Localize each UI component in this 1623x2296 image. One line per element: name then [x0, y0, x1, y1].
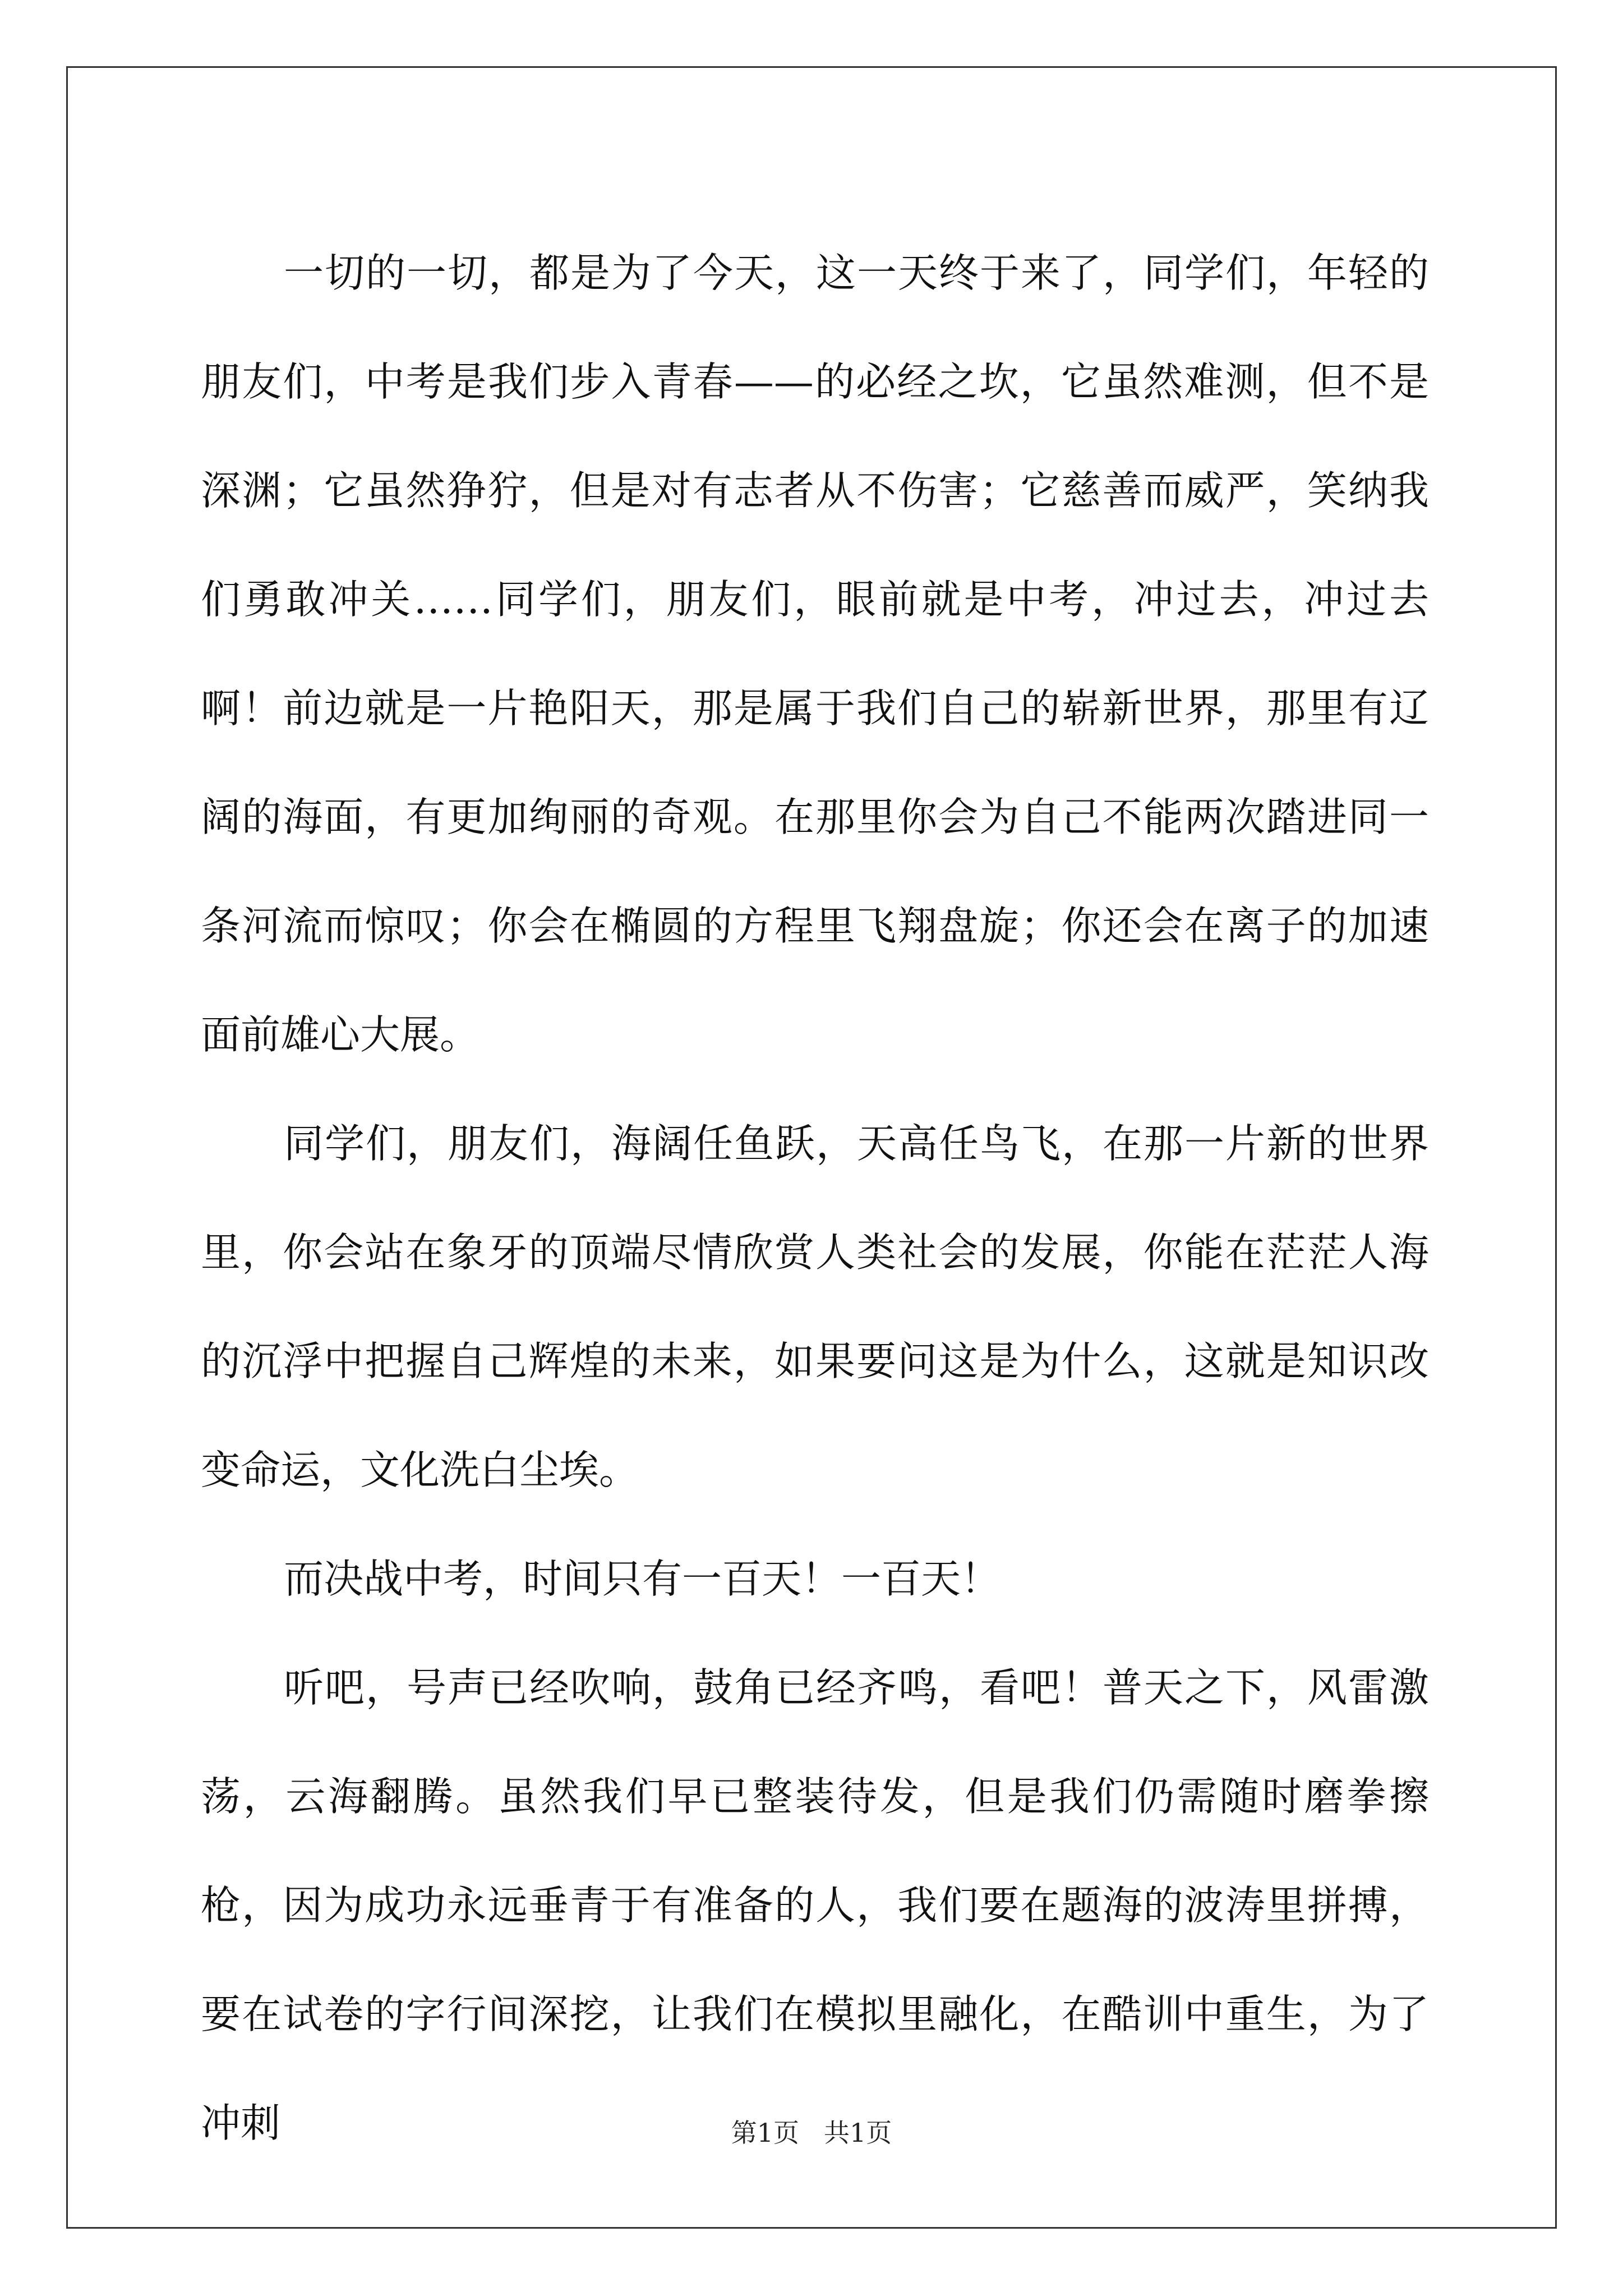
- document-body: [201, 219, 1429, 2178]
- paragraph-2: 同学们，朋友们，海阔任鱼跃，天高任鸟飞，在那一片新的世界里，你会站在象牙的顶端尽情欣赏人类社会的发展，你能在茫茫人海的沉浮中把握自己辉煌的未来，如果要问这是为什么，这就是知识改变命运，文化洗白尘埃。: [201, 1120, 1429, 1493]
- paragraph-1: 一切的一切，都是为了今天，这一天终于来了，同学们，年轻的朋友们，中考是我们步入青春——的必经之坎，它虽然难测，但不是深渊；它虽然狰狞，但是对有志者从不伤害；它慈善而威严，笑纳我们勇敢冲关……同学们，朋友们，眼前就是中考，冲过去，冲过去啊！前边就是一片艳阳天，那是属于我们自己的崭新世界，那里有辽阔的海面，有更加绚丽的奇观。在那里你会为自己不能两次踏进同一条河流而惊叹；你会在椭圆的方程里飞翔盘旋；你还会在离子的加速面前雄心大展。: [201, 250, 1429, 1058]
- page-total: 共1页: [823, 2118, 892, 2148]
- paragraph-3: 而决战中考，时间只有一百天！一百天！: [284, 1556, 1001, 1602]
- page-number: 第1页: [731, 2118, 800, 2148]
- page-footer: [0, 2116, 1623, 2150]
- paragraph-4: 听吧，号声已经吹响，鼓角已经齐鸣，看吧！普天之下，风雷激荡，云海翻腾。虽然我们早已整装待发，但是我们仍需随时磨拳擦枪，因为成功永远垂青于有准备的人，我们要在题海的波涛里拼搏，要在试卷的字行间深挖，让我们在模拟里融化，在酷训中重生，为了冲刺: [201, 1664, 1429, 2146]
- footer-separator: [799, 2118, 824, 2148]
